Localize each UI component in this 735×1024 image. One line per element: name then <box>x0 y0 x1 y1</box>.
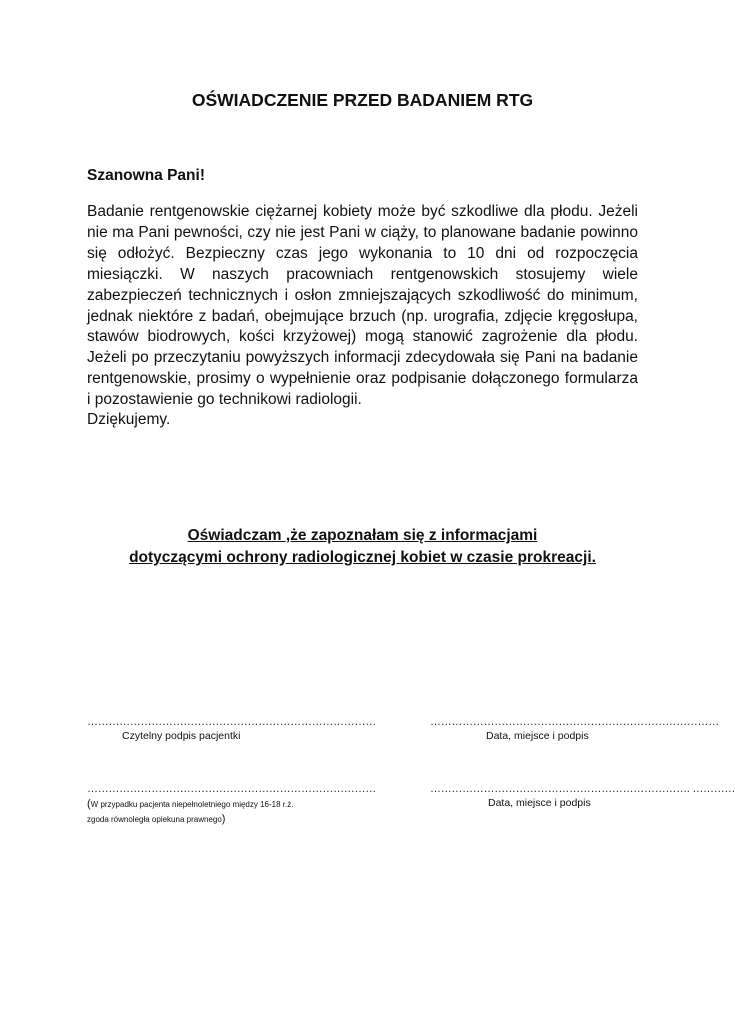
document-title: OŚWIADCZENIE PRZED BADANIEM RTG <box>191 90 534 110</box>
guardian-signature-line[interactable]: ……………………………………………………………………… <box>87 783 376 795</box>
guardian-date-signature-line[interactable]: ………………………………………………………………. ………… <box>430 783 735 795</box>
guardian-note: (W przypadku pacjenta niepełnoletniego między 16-18 r.ż. zgoda równoległa opiekuna prawnego) <box>87 798 294 825</box>
date-place-signature-line[interactable]: ……………………………………………………………………… <box>430 716 719 728</box>
thanks-text: Dziękujemy. <box>87 411 171 428</box>
declaration <box>0 525 725 569</box>
guardian-date-signature-caption: Data, miejsce i podpis <box>488 797 591 809</box>
patient-signature-caption: Czytelny podpis pacjentki <box>122 730 241 742</box>
patient-signature-line[interactable]: ……………………………………………………………………… <box>87 716 376 728</box>
guardian-note-line-1: W przypadku pacjenta niepełnoletniego między 16-18 r.ż. <box>90 800 294 809</box>
greeting: Szanowna Pani! <box>87 167 205 184</box>
declaration-line-1: Oświadczam ,że zapoznałam się z informacjami <box>187 527 538 544</box>
body-paragraph: Badanie rentgenowskie ciężarnej kobiety może być szkodliwe dla płodu. Jeżeli nie ma Pani pewności, czy nie jest Pani w ciąży, to planowane badanie powinno się odłożyć. Bezpieczny czas jego wykonania to 10 dni od rozpoczęcia miesiączki. W naszych pracowniach rentgenowskich stosujemy wiele zabezpieczeń technicznych i osłon zmniejszających szkodliwość do minimum, jednak niektóre z badań, obejmujące brzuch (np. urografia, zdjęcie kręgosłupa, stawów biodrowych, kości krzyżowej) mogą stanowić zagrożenie dla płodu. Jeżeli po przeczytaniu powyższych informacji zdecydowała się Pani na badanie rentgenowskie, prosimy o wypełnienie oraz podpisanie dołączonego formularza i pozostawienie go technikowi radiologii. <box>87 203 638 409</box>
guardian-note-line-2: zgoda równoległa opiekuna prawnego <box>87 815 222 824</box>
declaration-line-2: dotyczącymi ochrony radiologicznej kobiet w czasie prokreacji. <box>129 549 596 566</box>
date-place-signature-caption: Data, miejsce i podpis <box>486 730 589 742</box>
